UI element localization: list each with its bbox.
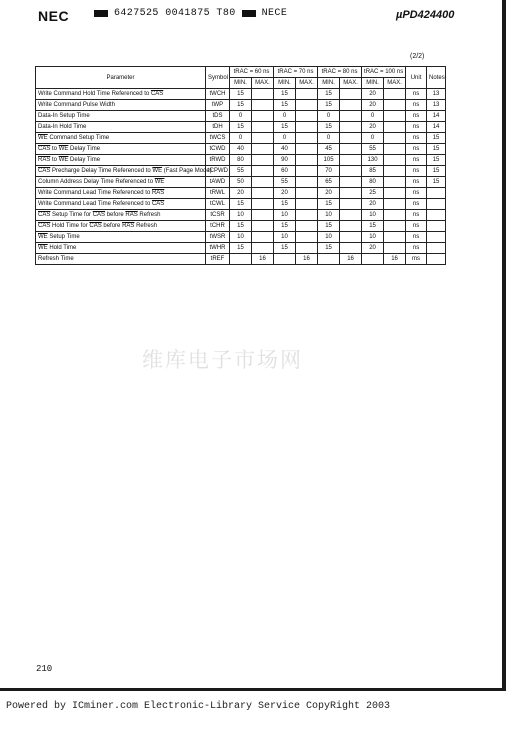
notes-cell	[427, 254, 446, 265]
unit-cell: ns	[406, 166, 427, 177]
min-header: MIN.	[274, 78, 296, 89]
value-cell: 20	[318, 188, 340, 199]
value-cell: 10	[230, 210, 252, 221]
value-cell: 20	[230, 188, 252, 199]
parameter-cell: $\overline{RAS}$ to $\overline{WE}$ Delay Time	[36, 155, 206, 166]
value-cell	[340, 122, 362, 133]
value-cell: 20	[362, 89, 384, 100]
parameter-cell: Write Command Lead Time Referenced to $\overline{RAS}$	[36, 188, 206, 199]
symbol-cell: tCWL	[206, 199, 230, 210]
unit-cell: ns	[406, 199, 427, 210]
value-cell	[296, 133, 318, 144]
notes-cell: 15	[427, 177, 446, 188]
header-symbol: Symbol	[206, 67, 230, 89]
table-row	[36, 188, 446, 199]
value-cell: 130	[362, 155, 384, 166]
value-cell: 15	[274, 199, 296, 210]
value-cell: 0	[274, 111, 296, 122]
parameter-cell: Data-In Setup Time	[36, 111, 206, 122]
value-cell	[340, 100, 362, 111]
max-header: MAX.	[384, 78, 406, 89]
table-row	[36, 221, 446, 232]
value-cell: 0	[274, 133, 296, 144]
page-number: 210	[36, 664, 53, 674]
table-row	[36, 89, 446, 100]
barcode-line	[94, 8, 287, 19]
unit-cell: ns	[406, 188, 427, 199]
value-cell	[384, 155, 406, 166]
value-cell	[340, 166, 362, 177]
notes-cell: 15	[427, 166, 446, 177]
symbol-cell: tWCS	[206, 133, 230, 144]
value-cell	[384, 111, 406, 122]
value-cell: 85	[362, 166, 384, 177]
symbol-cell: tCHR	[206, 221, 230, 232]
value-cell	[296, 199, 318, 210]
max-header: MAX.	[340, 78, 362, 89]
table-row	[36, 155, 446, 166]
parameter-cell: $\overline{CAS}$ Setup Time for $\overline{CAS}$ before $\overline{RAS}$ Refresh	[36, 210, 206, 221]
value-cell: 0	[318, 133, 340, 144]
value-cell	[296, 100, 318, 111]
notes-cell: 13	[427, 89, 446, 100]
footer-text: Powered by ICminer.com Electronic-Library Service CopyRight 2003	[6, 701, 391, 712]
parameter-cell: $\overline{CAS}$ to $\overline{WE}$ Delay Time	[36, 144, 206, 155]
value-cell: 20	[362, 122, 384, 133]
notes-cell: 15	[427, 155, 446, 166]
value-cell	[252, 221, 274, 232]
table-row	[36, 122, 446, 133]
value-cell	[384, 122, 406, 133]
value-cell: 70	[318, 166, 340, 177]
value-cell	[252, 177, 274, 188]
value-cell: 15	[274, 100, 296, 111]
group-header: tRAC = 100 ns	[362, 67, 406, 78]
value-cell	[384, 221, 406, 232]
notes-cell	[427, 210, 446, 221]
parameter-cell: Write Command Lead Time Referenced to $\overline{CAS}$	[36, 199, 206, 210]
value-cell	[252, 188, 274, 199]
table-row	[36, 111, 446, 122]
value-cell: 60	[274, 166, 296, 177]
value-cell	[252, 243, 274, 254]
value-cell: 10	[274, 210, 296, 221]
unit-cell: ns	[406, 133, 427, 144]
value-cell: 25	[362, 188, 384, 199]
value-cell: 40	[274, 144, 296, 155]
symbol-cell: tWSR	[206, 232, 230, 243]
value-cell: 15	[230, 122, 252, 133]
notes-cell: 15	[427, 133, 446, 144]
value-cell	[340, 111, 362, 122]
value-cell	[384, 232, 406, 243]
value-cell: 10	[318, 232, 340, 243]
value-cell	[296, 243, 318, 254]
table-row	[36, 166, 446, 177]
notes-cell: 15	[427, 144, 446, 155]
value-cell: 105	[318, 155, 340, 166]
value-cell	[296, 166, 318, 177]
value-cell: 15	[318, 122, 340, 133]
notes-cell	[427, 188, 446, 199]
symbol-cell: tWP	[206, 100, 230, 111]
value-cell: 20	[274, 188, 296, 199]
group-header: tRAC = 60 ns	[230, 67, 274, 78]
value-cell: 65	[318, 177, 340, 188]
value-cell	[296, 155, 318, 166]
code-left: 6427525 0041875 T80	[114, 8, 236, 19]
notes-cell	[427, 232, 446, 243]
table-row	[36, 199, 446, 210]
unit-cell: ns	[406, 144, 427, 155]
value-cell: 15	[230, 221, 252, 232]
symbol-cell: tCSR	[206, 210, 230, 221]
value-cell	[252, 199, 274, 210]
notes-cell	[427, 243, 446, 254]
value-cell: 15	[274, 122, 296, 133]
value-cell: 16	[340, 254, 362, 265]
header-parameter: Parameter	[36, 67, 206, 89]
value-cell	[274, 254, 296, 265]
value-cell: 0	[230, 111, 252, 122]
value-cell: 10	[274, 232, 296, 243]
max-header: MAX.	[296, 78, 318, 89]
value-cell	[340, 89, 362, 100]
unit-cell: ns	[406, 100, 427, 111]
timing-table	[35, 66, 446, 265]
value-cell	[296, 188, 318, 199]
value-cell: 0	[230, 133, 252, 144]
parameter-cell: $\overline{CAS}$ Hold Time for $\overline{CAS}$ before $\overline{RAS}$ Refresh	[36, 221, 206, 232]
value-cell: 0	[362, 111, 384, 122]
value-cell: 55	[362, 144, 384, 155]
value-cell: 10	[362, 210, 384, 221]
page-right-edge	[502, 0, 506, 690]
symbol-cell: tDH	[206, 122, 230, 133]
value-cell	[296, 122, 318, 133]
parameter-cell: $\overline{WE}$ Setup Time	[36, 232, 206, 243]
value-cell	[340, 221, 362, 232]
value-cell	[296, 232, 318, 243]
nec-logo: NEC	[38, 8, 70, 24]
value-cell: 20	[362, 100, 384, 111]
value-cell	[384, 166, 406, 177]
symbol-cell: tRWD	[206, 155, 230, 166]
table-row	[36, 254, 446, 265]
value-cell: 0	[362, 133, 384, 144]
parameter-cell: Write Command Pulse Width	[36, 100, 206, 111]
value-cell	[384, 177, 406, 188]
value-cell: 15	[274, 221, 296, 232]
symbol-cell: tWCH	[206, 89, 230, 100]
value-cell: 16	[296, 254, 318, 265]
header-unit: Unit	[406, 67, 427, 89]
watermark: 维库电子市场网	[142, 348, 303, 372]
value-cell	[340, 210, 362, 221]
value-cell	[340, 188, 362, 199]
symbol-cell: tDS	[206, 111, 230, 122]
value-cell	[252, 89, 274, 100]
unit-cell: ns	[406, 243, 427, 254]
value-cell	[340, 232, 362, 243]
unit-cell: ns	[406, 155, 427, 166]
table-row	[36, 243, 446, 254]
notes-cell: 14	[427, 122, 446, 133]
black-block-icon	[94, 10, 108, 17]
value-cell: 15	[230, 89, 252, 100]
value-cell: 15	[318, 221, 340, 232]
value-cell	[384, 199, 406, 210]
value-cell	[384, 133, 406, 144]
value-cell	[252, 210, 274, 221]
parameter-cell: Column Address Delay Time Referenced to $\overline{WE}$	[36, 177, 206, 188]
unit-cell: ns	[406, 210, 427, 221]
value-cell	[318, 254, 340, 265]
table-row	[36, 100, 446, 111]
value-cell: 20	[362, 199, 384, 210]
value-cell	[384, 243, 406, 254]
symbol-cell: tREF	[206, 254, 230, 265]
parameter-cell: Data-In Hold Time	[36, 122, 206, 133]
value-cell: 16	[384, 254, 406, 265]
min-header: MIN.	[230, 78, 252, 89]
page-indicator: (2/2)	[410, 53, 425, 60]
parameter-cell: Refresh Time	[36, 254, 206, 265]
unit-cell: ns	[406, 232, 427, 243]
page-bottom-edge	[0, 688, 506, 691]
value-cell	[252, 100, 274, 111]
value-cell	[340, 177, 362, 188]
value-cell: 15	[230, 100, 252, 111]
value-cell: 80	[230, 155, 252, 166]
min-header: MIN.	[318, 78, 340, 89]
value-cell	[230, 254, 252, 265]
value-cell: 16	[252, 254, 274, 265]
value-cell	[296, 210, 318, 221]
value-cell	[296, 144, 318, 155]
value-cell: 15	[318, 100, 340, 111]
unit-cell: ns	[406, 111, 427, 122]
value-cell: 15	[274, 243, 296, 254]
unit-cell: ms	[406, 254, 427, 265]
value-cell	[340, 144, 362, 155]
unit-cell: ns	[406, 89, 427, 100]
notes-cell: 14	[427, 111, 446, 122]
symbol-cell: tWHR	[206, 243, 230, 254]
value-cell: 10	[362, 232, 384, 243]
value-cell: 15	[230, 199, 252, 210]
symbol-cell: tCPWD	[206, 166, 230, 177]
value-cell	[296, 89, 318, 100]
value-cell: 55	[274, 177, 296, 188]
header-notes: Notes	[427, 67, 446, 89]
code-right: NECE	[261, 8, 288, 19]
part-number: µPD424400	[396, 9, 455, 21]
value-cell	[296, 177, 318, 188]
notes-cell	[427, 199, 446, 210]
notes-cell: 13	[427, 100, 446, 111]
table-row	[36, 177, 446, 188]
min-header: MIN.	[362, 78, 384, 89]
value-cell: 55	[230, 166, 252, 177]
value-cell	[296, 221, 318, 232]
value-cell: 50	[230, 177, 252, 188]
group-header: tRAC = 80 ns	[318, 67, 362, 78]
value-cell	[252, 155, 274, 166]
value-cell	[252, 232, 274, 243]
unit-cell: ns	[406, 221, 427, 232]
parameter-cell: $\overline{CAS}$ Precharge Delay Time Referenced to $\overline{WE}$ (Fast Page Mode)	[36, 166, 206, 177]
value-cell: 15	[318, 243, 340, 254]
value-cell	[252, 144, 274, 155]
value-cell	[296, 111, 318, 122]
notes-cell	[427, 221, 446, 232]
unit-cell: ns	[406, 122, 427, 133]
value-cell	[384, 210, 406, 221]
value-cell: 20	[362, 243, 384, 254]
symbol-cell: tRWL	[206, 188, 230, 199]
unit-cell: ns	[406, 177, 427, 188]
value-cell: 0	[318, 111, 340, 122]
group-header: tRAC = 70 ns	[274, 67, 318, 78]
parameter-cell: $\overline{WE}$ Hold Time	[36, 243, 206, 254]
value-cell: 15	[230, 243, 252, 254]
value-cell	[384, 144, 406, 155]
value-cell: 40	[230, 144, 252, 155]
value-cell: 15	[318, 89, 340, 100]
symbol-cell: tCWD	[206, 144, 230, 155]
black-block-icon	[242, 10, 256, 17]
value-cell	[252, 166, 274, 177]
value-cell	[384, 100, 406, 111]
value-cell	[384, 89, 406, 100]
value-cell: 15	[362, 221, 384, 232]
parameter-cell: Write Command Hold Time Referenced to $\overline{CAS}$	[36, 89, 206, 100]
value-cell: 10	[230, 232, 252, 243]
value-cell: 45	[318, 144, 340, 155]
value-cell	[252, 133, 274, 144]
table-row	[36, 210, 446, 221]
value-cell: 15	[274, 89, 296, 100]
value-cell	[252, 111, 274, 122]
value-cell	[340, 243, 362, 254]
value-cell: 90	[274, 155, 296, 166]
value-cell: 15	[318, 199, 340, 210]
value-cell	[362, 254, 384, 265]
parameter-cell: $\overline{WE}$ Command Setup Time	[36, 133, 206, 144]
table-row	[36, 144, 446, 155]
value-cell	[252, 122, 274, 133]
symbol-cell: tAWD	[206, 177, 230, 188]
value-cell	[340, 199, 362, 210]
table-row	[36, 133, 446, 144]
value-cell: 10	[318, 210, 340, 221]
table-row	[36, 232, 446, 243]
value-cell	[340, 133, 362, 144]
value-cell: 80	[362, 177, 384, 188]
value-cell	[384, 188, 406, 199]
max-header: MAX.	[252, 78, 274, 89]
value-cell	[340, 155, 362, 166]
